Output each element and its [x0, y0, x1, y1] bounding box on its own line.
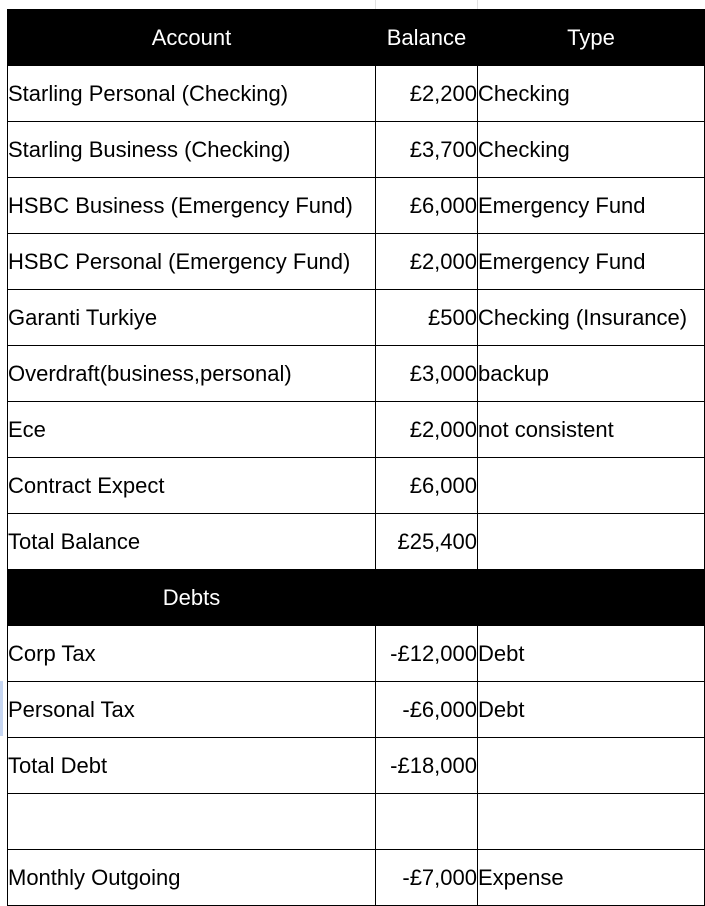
gridline	[375, 0, 376, 9]
table-row	[8, 122, 705, 178]
total-debt-label[interactable]: Total Debt	[8, 738, 376, 794]
total-debt-row	[8, 738, 705, 794]
table-row	[8, 458, 705, 514]
cell-type[interactable]: Emergency Fund	[478, 234, 705, 290]
cell-type[interactable]: Debt	[478, 626, 705, 682]
cell-account[interactable]: Starling Personal (Checking)	[8, 66, 376, 122]
cell-account[interactable]: Garanti Turkiye	[8, 290, 376, 346]
table-row	[8, 346, 705, 402]
table-row	[8, 682, 705, 738]
cell-type[interactable]: not consistent	[478, 402, 705, 458]
monthly-outgoing-row	[8, 850, 705, 906]
debts-header[interactable]: Debts	[8, 570, 376, 626]
cell-account[interactable]: HSBC Personal (Emergency Fund)	[8, 234, 376, 290]
total-balance-value[interactable]: £25,400	[376, 514, 478, 570]
finance-sheet-table	[7, 9, 705, 906]
cell-type[interactable]: Debt	[478, 682, 705, 738]
cell-account[interactable]: Starling Business (Checking)	[8, 122, 376, 178]
cell-type[interactable]: backup	[478, 346, 705, 402]
monthly-outgoing-value[interactable]: -£7,000	[376, 850, 478, 906]
cell-type[interactable]: Checking (Insurance)	[478, 290, 705, 346]
cell-account[interactable]: Personal Tax	[8, 682, 376, 738]
debts-header-row	[8, 570, 705, 626]
cell-type[interactable]: Checking	[478, 66, 705, 122]
row-selection-marker	[0, 681, 3, 736]
cell-empty[interactable]	[376, 794, 478, 850]
header-account[interactable]: Account	[8, 10, 376, 66]
cell-type-empty[interactable]	[478, 514, 705, 570]
cell-type[interactable]	[478, 458, 705, 514]
cell-account[interactable]: HSBC Business (Emergency Fund)	[8, 178, 376, 234]
cell-balance[interactable]: -£6,000	[376, 682, 478, 738]
header-row	[8, 10, 705, 66]
cell-account[interactable]: Contract Expect	[8, 458, 376, 514]
cell-account[interactable]: Overdraft(business,personal)	[8, 346, 376, 402]
total-balance-label[interactable]: Total Balance	[8, 514, 376, 570]
table-row	[8, 66, 705, 122]
cell-account[interactable]: Ece	[8, 402, 376, 458]
cell-empty[interactable]	[8, 794, 376, 850]
cell-account[interactable]: Corp Tax	[8, 626, 376, 682]
cell-balance[interactable]: £6,000	[376, 458, 478, 514]
cell-balance[interactable]: £500	[376, 290, 478, 346]
monthly-outgoing-type[interactable]: Expense	[478, 850, 705, 906]
debts-header-type-empty[interactable]	[478, 570, 705, 626]
total-debt-value[interactable]: -£18,000	[376, 738, 478, 794]
sheet-top-gridlines	[0, 0, 705, 9]
gridline	[477, 0, 478, 9]
cell-balance[interactable]: £2,000	[376, 402, 478, 458]
cell-balance[interactable]: £2,200	[376, 66, 478, 122]
cell-type[interactable]: Emergency Fund	[478, 178, 705, 234]
cell-balance[interactable]: £2,000	[376, 234, 478, 290]
debts-header-balance-empty[interactable]	[376, 570, 478, 626]
table-row	[8, 290, 705, 346]
cell-balance[interactable]: £6,000	[376, 178, 478, 234]
cell-empty[interactable]	[478, 794, 705, 850]
empty-row	[8, 794, 705, 850]
monthly-outgoing-label[interactable]: Monthly Outgoing	[8, 850, 376, 906]
cell-balance[interactable]: -£12,000	[376, 626, 478, 682]
table-row	[8, 402, 705, 458]
header-balance[interactable]: Balance	[376, 10, 478, 66]
cell-balance[interactable]: £3,000	[376, 346, 478, 402]
cell-type[interactable]: Checking	[478, 122, 705, 178]
cell-type-empty[interactable]	[478, 738, 705, 794]
header-type[interactable]: Type	[478, 10, 705, 66]
total-balance-row	[8, 514, 705, 570]
table-row	[8, 234, 705, 290]
table-row	[8, 178, 705, 234]
cell-balance[interactable]: £3,700	[376, 122, 478, 178]
table-row	[8, 626, 705, 682]
